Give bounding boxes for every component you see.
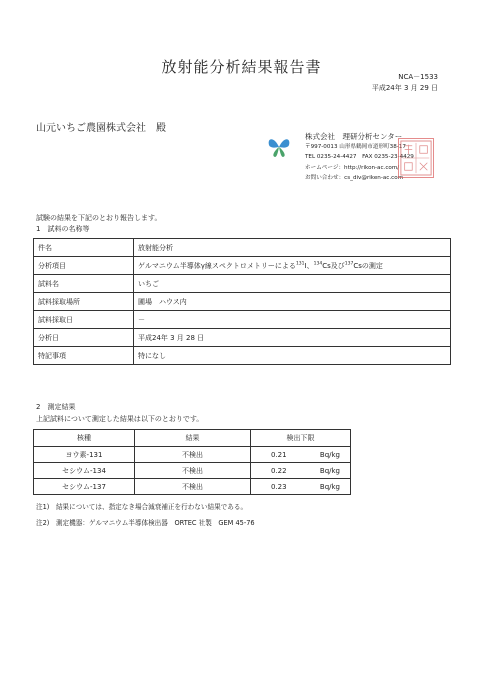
nuclide-cell: セシウム-134 [34, 463, 135, 479]
company-seal-stamp [398, 138, 434, 178]
table-row [34, 275, 451, 293]
document-number: NCA－1533 [398, 73, 438, 81]
report-title: 放射能分析結果報告書 [161, 58, 322, 76]
info-label: 件名 [34, 239, 134, 257]
butterfly-logo-icon [266, 134, 292, 160]
result-cell: 不検出 [135, 447, 251, 463]
result-cell: 不検出 [135, 463, 251, 479]
table-row [34, 239, 451, 257]
note-1: 注1) 結果については、指定なき場合減衰補正を行わない結果である。 [36, 503, 248, 511]
table-row [34, 347, 451, 365]
section2-title: 2 測定結果 [36, 403, 76, 411]
limit-cell: 0.21 Bq/kg [251, 447, 351, 463]
info-value: 放射能分析 [134, 239, 451, 257]
info-label: 分析日 [34, 329, 134, 347]
table-row [34, 479, 351, 495]
company-name: 株式会社 理研分析センター [305, 132, 403, 141]
info-value: いちご [134, 275, 451, 293]
info-label: 試料名 [34, 275, 134, 293]
table-row [34, 329, 451, 347]
info-label: 試料採取場所 [34, 293, 134, 311]
info-label: 特記事項 [34, 347, 134, 365]
company-phone: TEL 0235-24-4427 FAX 0235-23-4429 [305, 154, 414, 161]
info-value: － [134, 311, 451, 329]
table-header-row [34, 430, 351, 447]
header-limit: 検出下限 [251, 430, 351, 447]
section2-text: 上記試料について測定した結果は以下のとおりです。 [36, 415, 204, 423]
info-value: ゲルマニウム半導体γ線スペクトロメトリーによる$^{131}$I、$^{134}$Cs及び$^{137}$Csの測定 [134, 257, 451, 275]
intro-text: 試験の結果を下記のとおり報告します。 [36, 214, 162, 222]
table-row [34, 463, 351, 479]
info-value: 平成24年 3 月 28 日 [134, 329, 451, 347]
company-homepage: ホームページ：http://rikon-ac.com/ [305, 164, 400, 171]
table-row [34, 293, 451, 311]
header-nuclide: 核種 [34, 430, 135, 447]
info-value: 特になし [134, 347, 451, 365]
note-2: 注2) 測定機器：ゲルマニウム半導体検出器 ORTEC 社製 GEM 45-76 [36, 519, 255, 527]
sample-info-table [33, 238, 451, 365]
company-address: 〒997-0013 山形県鶴岡市道形町38-17 [305, 144, 406, 151]
info-label: 試料採取日 [34, 311, 134, 329]
limit-cell: 0.23 Bq/kg [251, 479, 351, 495]
header-result: 結果 [135, 430, 251, 447]
result-cell: 不検出 [135, 479, 251, 495]
nuclide-cell: セシウム-137 [34, 479, 135, 495]
table-row [34, 447, 351, 463]
results-table [33, 429, 351, 495]
section1-title: 1 試料の名称等 [36, 225, 90, 233]
info-label: 分析項目 [34, 257, 134, 275]
recipient-name: 山元いちご農園株式会社 殿 [36, 123, 166, 134]
limit-cell: 0.22 Bq/kg [251, 463, 351, 479]
document-date: 平成24年 3 月 29 日 [371, 84, 438, 92]
table-row [34, 311, 451, 329]
nuclide-cell: ヨウ素-131 [34, 447, 135, 463]
company-inquiry: お問い合わせ：cs_div@riken-ac.com [305, 174, 404, 181]
table-row [34, 257, 451, 275]
info-value: 圃場 ハウス内 [134, 293, 451, 311]
